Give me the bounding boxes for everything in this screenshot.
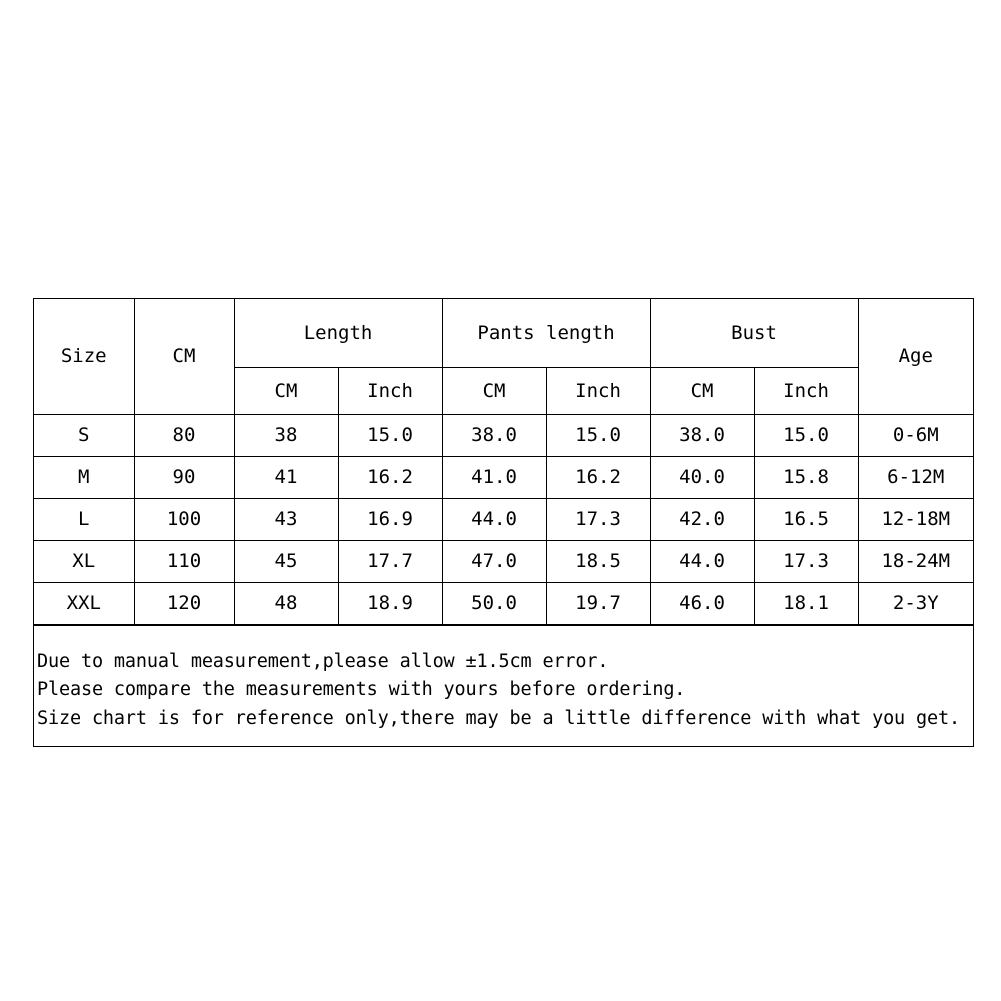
- cell-length-cm: 48: [234, 582, 338, 624]
- cell-size: XL: [34, 540, 134, 582]
- size-chart: [33, 298, 974, 747]
- header-pants-length: Pants length: [442, 299, 650, 367]
- cell-age: 6-12M: [858, 456, 973, 498]
- subheader-length-cm: CM: [234, 367, 338, 414]
- cell-pants-inch: 16.2: [546, 456, 650, 498]
- cell-age: 18-24M: [858, 540, 973, 582]
- note-line: Due to manual measurement,please allow ±1.5cm error.: [37, 650, 609, 672]
- cell-bust-cm: 40.0: [650, 456, 754, 498]
- cell-pants-cm: 50.0: [442, 582, 546, 624]
- cell-cm: 100: [134, 498, 234, 540]
- header-row: [34, 299, 973, 367]
- table-row: [34, 456, 973, 498]
- cell-bust-inch: 15.0: [754, 414, 858, 456]
- cell-pants-inch: 15.0: [546, 414, 650, 456]
- cell-length-cm: 43: [234, 498, 338, 540]
- cell-age: 0-6M: [858, 414, 973, 456]
- cell-age: 2-3Y: [858, 582, 973, 624]
- cell-cm: 110: [134, 540, 234, 582]
- note-line: Please compare the measurements with yours before ordering.: [37, 679, 686, 700]
- cell-size: M: [34, 456, 134, 498]
- cell-size: L: [34, 498, 134, 540]
- header-length: Length: [234, 299, 442, 367]
- cell-bust-cm: 38.0: [650, 414, 754, 456]
- cell-cm: 90: [134, 456, 234, 498]
- note-line: Size chart is for reference only,there may be a little difference with what you get.: [37, 707, 960, 729]
- table-row: [34, 414, 973, 456]
- header-cm: CM: [134, 299, 234, 414]
- cell-bust-cm: 42.0: [650, 498, 754, 540]
- cell-bust-cm: 46.0: [650, 582, 754, 624]
- cell-age: 12-18M: [858, 498, 973, 540]
- subheader-bust-inch: Inch: [754, 367, 858, 414]
- notes-block: [34, 625, 973, 734]
- cell-pants-inch: 18.5: [546, 540, 650, 582]
- cell-bust-inch: 18.1: [754, 582, 858, 624]
- table-row: [34, 540, 973, 582]
- table-row: [34, 498, 973, 540]
- cell-length-cm: 45: [234, 540, 338, 582]
- cell-pants-cm: 44.0: [442, 498, 546, 540]
- subheader-pants-inch: Inch: [546, 367, 650, 414]
- cell-length-inch: 16.2: [338, 456, 442, 498]
- cell-cm: 80: [134, 414, 234, 456]
- cell-size: S: [34, 414, 134, 456]
- cell-pants-cm: 41.0: [442, 456, 546, 498]
- header-bust: Bust: [650, 299, 858, 367]
- cell-length-cm: 41: [234, 456, 338, 498]
- cell-pants-inch: 19.7: [546, 582, 650, 624]
- table-row: [34, 582, 973, 624]
- subheader-bust-cm: CM: [650, 367, 754, 414]
- cell-length-inch: 15.0: [338, 414, 442, 456]
- cell-cm: 120: [134, 582, 234, 624]
- cell-bust-inch: 15.8: [754, 456, 858, 498]
- subheader-length-inch: Inch: [338, 367, 442, 414]
- subheader-pants-cm: CM: [442, 367, 546, 414]
- header-size: Size: [34, 299, 134, 414]
- header-age: Age: [858, 299, 973, 414]
- cell-length-inch: 17.7: [338, 540, 442, 582]
- cell-length-inch: 16.9: [338, 498, 442, 540]
- cell-bust-cm: 44.0: [650, 540, 754, 582]
- cell-pants-cm: 38.0: [442, 414, 546, 456]
- cell-length-cm: 38: [234, 414, 338, 456]
- cell-pants-cm: 47.0: [442, 540, 546, 582]
- cell-length-inch: 18.9: [338, 582, 442, 624]
- cell-pants-inch: 17.3: [546, 498, 650, 540]
- size-table: [34, 299, 973, 625]
- cell-size: XXL: [34, 582, 134, 624]
- cell-bust-inch: 17.3: [754, 540, 858, 582]
- cell-bust-inch: 16.5: [754, 498, 858, 540]
